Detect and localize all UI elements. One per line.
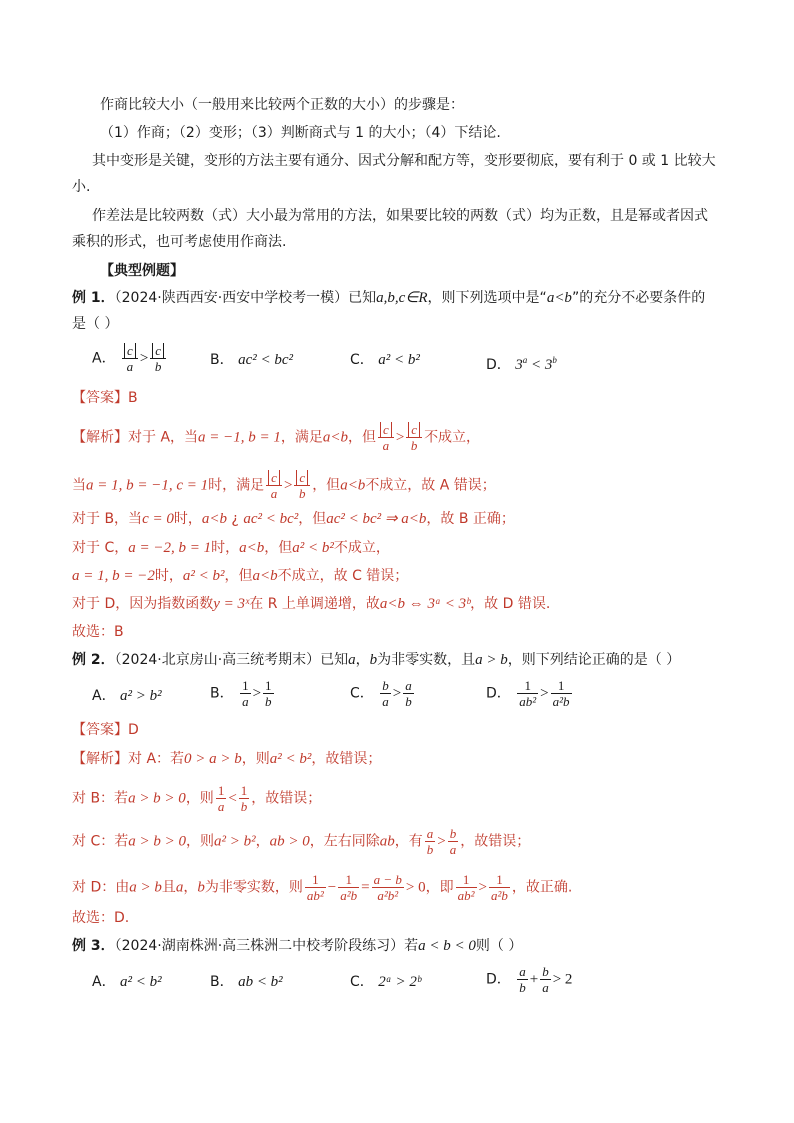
intro-p4a: 作差法是比较两数（式）大小最为常用的方法，如果要比较的两数（式）均为正数，且是幂或者因式 (92, 208, 708, 224)
example-1-option-b[interactable]: B． ac² < bc² (210, 352, 293, 368)
example-1-answer: 【答案】B (72, 390, 138, 406)
example-2-option-d[interactable]: D． $\frac{1}{\text{ab²}}$ > $\frac{1}{\text{a²b}}$ (486, 678, 570, 709)
example-2-option-a[interactable]: A． a² > b² (92, 688, 162, 704)
example-2-option-b[interactable]: B． $\frac{1}{a}$ > $\frac{1}{b}$ (210, 678, 272, 709)
example-2-analysis-4: 对 D：由a > b且a，b为非零实数，则 $\frac{1}{\text{ab²}}$ − $\frac{1}{\text{a²b}}$ = $\frac{a - b}{\text{a²b²}}$ > 0，即 $\frac{1}{\text{ab²}}$ > $\frac{1}{\text{a²b}}$ ，故正确. (72, 872, 573, 903)
example-2-analysis-2: 对 B：若a > b > 0，则 $\frac{1}{a}$ < $\frac{1}{b}$ ，故错误； (72, 783, 322, 814)
example-2-analysis-3: 对 C：若a > b > 0，则a² > b²，ab > 0，左右同除ab，有 $\frac{a}{b}$ > $\frac{b}{a}$ ，故错误； (72, 826, 531, 857)
example-1-option-a[interactable]: A． $\frac{c}{a}$ > $\frac{c}{b}$ (92, 343, 168, 374)
example-1-analysis-6: 对于 D，因为指数函数y = 3ˣ在 R 上单调递增，故a<b ⇔ 3ᵃ < 3ᵇ，故 D 错误. (72, 596, 551, 612)
example-1-label: 例 1． (72, 290, 115, 306)
section-heading: 【典型例题】 (100, 263, 184, 279)
example-3-option-a[interactable]: A． a² < b² (92, 974, 162, 990)
intro-p1: 作商比较大小（一般用来比较两个正数的大小）的步骤是： (100, 97, 464, 113)
example-1-choose: 故选：B (72, 624, 124, 640)
example-2-stem: 例 2．（2024·北京房山·高三统考期末）已知a，b为非零实数，且a > b，则下列结论正确的是（ ） (72, 652, 681, 668)
example-1-analysis-1: 【解析】对于 A，当a = −1, b = 1，满足a<b，但 $\frac{c}{a}$ > $\frac{c}{b}$ 不成立， (72, 422, 481, 453)
example-3-option-b[interactable]: B． ab < b² (210, 974, 283, 990)
example-1-option-d[interactable]: D． $3^a < 3^b$ (486, 355, 557, 373)
example-2-answer: 【答案】D (72, 722, 139, 738)
example-1-analysis-4: 对于 C，a = −2, b = 1时，a<b，但a² < b²不成立， (72, 540, 390, 556)
example-1-option-c[interactable]: C． a² < b² (350, 352, 420, 368)
example-1-stem-cont: 是（ ） (72, 316, 119, 332)
example-1-stem: 例 1．（2024·陕西西安·西安中学校考一模）已知a,b,c∈R，则下列选项中是“a<b”的充分不必要条件的 (72, 290, 706, 306)
example-2-choose: 故选：D. (72, 910, 130, 926)
intro-p2: （1）作商；（2）变形；（3）判断商式与 1 的大小；（4）下结论. (100, 125, 501, 141)
example-3-option-c[interactable]: C． 2ᵃ > 2ᵇ (350, 974, 421, 990)
intro-p3a: 其中变形是关键，变形的方法主要有通分、因式分解和配方等，变形要彻底，要有利于 0 或 1 比较大 (92, 153, 716, 169)
example-1-analysis-2: 当a = 1, b = −1, c = 1时，满足 $\frac{c}{a}$ > $\frac{c}{b}$ ，但a<b不成立，故 A 错误； (72, 470, 496, 501)
intro-p4b: 乘积的形式，也可考虑使用作商法. (72, 234, 287, 250)
example-1-analysis-3: 对于 B，当c = 0时，a<b ¿ ac² < bc²，但ac² < bc² ⇒ a<b，故 B 正确； (72, 511, 515, 527)
example-3-stem: 例 3．（2024·湖南株洲·高三株洲二中校考阶段练习）若a < b < 0则（ ） (72, 938, 523, 954)
example-2-option-c[interactable]: C． $\frac{b}{a}$ > $\frac{a}{b}$ (350, 678, 412, 709)
example-3-label: 例 3． (72, 938, 115, 954)
example-3-option-d[interactable]: D． $\frac{a}{b}$ + $\frac{b}{a}$ > 2 (486, 964, 573, 995)
example-1-analysis-5: a = 1, b = −2时，a² < b²，但a<b不成立，故 C 错误； (72, 568, 409, 584)
example-2-label: 例 2． (72, 652, 115, 668)
intro-p3b: 小. (72, 179, 91, 195)
example-2-analysis-1: 【解析】对 A：若0 > a > b，则a² < b²，故错误； (72, 751, 382, 767)
